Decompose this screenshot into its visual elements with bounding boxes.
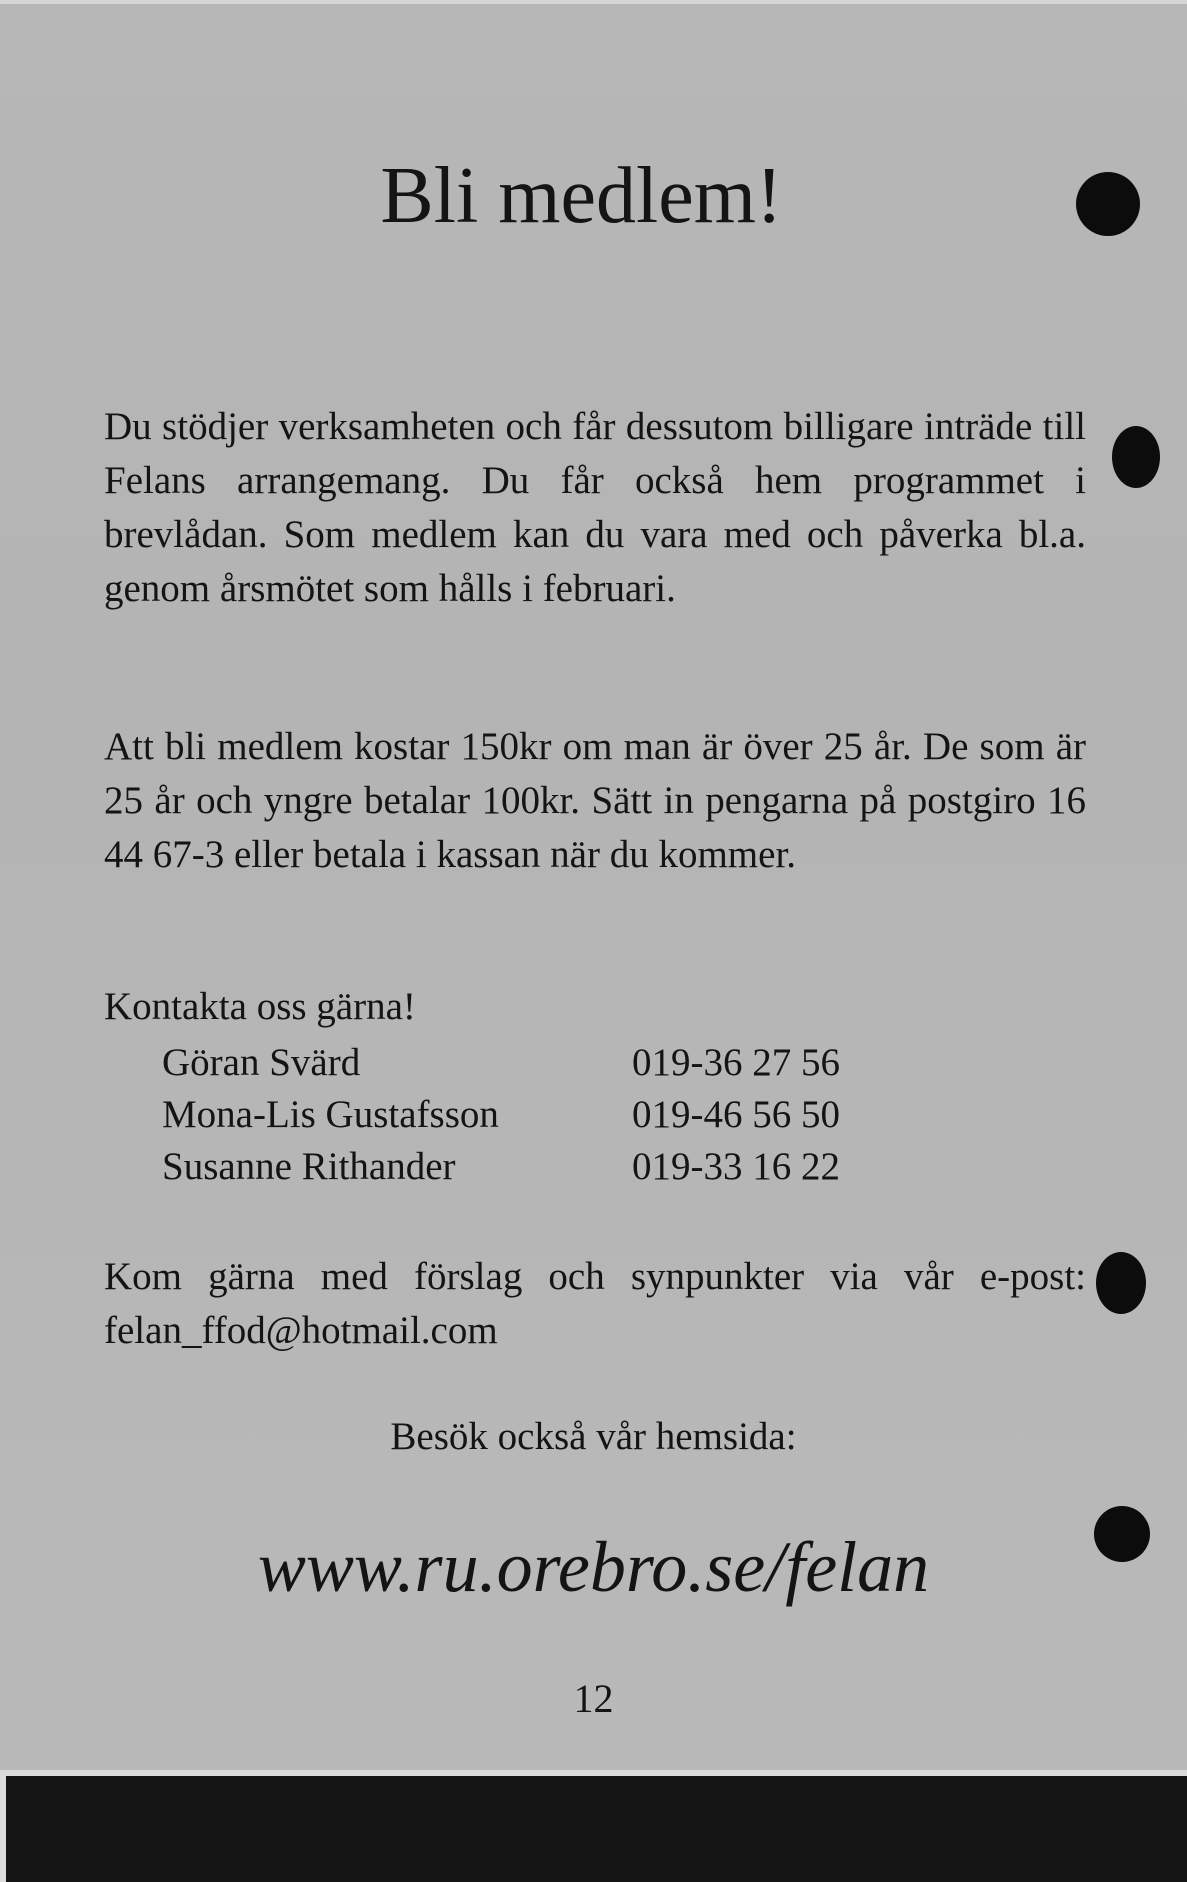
page-title — [0, 148, 1187, 244]
contact-phone: 019-33 16 22 — [632, 1145, 840, 1188]
website-label: Besök också vår hemsida: — [390, 1415, 797, 1458]
contact-phone: 019-46 56 50 — [632, 1093, 840, 1136]
punch-hole-3 — [1096, 1252, 1146, 1314]
fees-paragraph: Att bli medlem kostar 150kr om man är över 25 år. De som är 25 år och yngre betalar 100kr. Sätt in pengarna på postgiro 16 44 67-3 eller betala i kassan när du kommer. — [104, 725, 1086, 876]
contact-name: Göran Svärd — [162, 1041, 361, 1084]
intro-paragraph: Du stödjer verksamheten och får dessutom billigare inträde till Felans arrangemang. Du får också hem programmet i brevlådan. Som medlem kan du vara med och påverka bl.a. genom årsmötet som hålls i februari. — [104, 405, 1086, 610]
top-edge — [0, 0, 1187, 4]
contact-heading: Kontakta oss gärna! — [104, 985, 416, 1028]
contact-name: Susanne Rithander — [162, 1145, 456, 1188]
feedback-paragraph: Kom gärna med förslag och synpunkter via vår e-post: felan_ffod@hotmail.com — [104, 1255, 1086, 1352]
website-url[interactable]: www.ru.orebro.se/felan — [257, 1527, 930, 1607]
contact-phone: 019-36 27 56 — [632, 1041, 840, 1084]
page-number: 12 — [573, 1676, 614, 1721]
scan-edge-line — [0, 1770, 1187, 1776]
page-title-text: Bli medlem! — [380, 152, 783, 240]
punch-hole-2 — [1112, 426, 1160, 488]
contact-name: Mona-Lis Gustafsson — [162, 1093, 499, 1136]
scan-left-edge — [0, 1770, 6, 1882]
scan-bottom-band — [0, 1770, 1187, 1882]
